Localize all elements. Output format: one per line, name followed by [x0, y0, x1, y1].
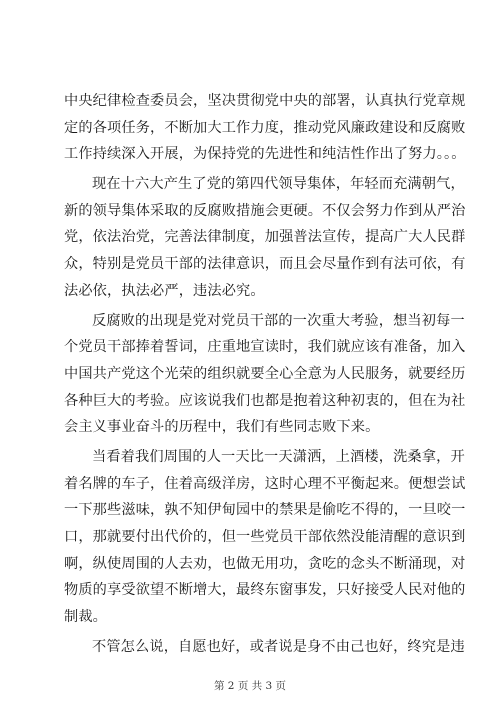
text-line: 啊，纵使周围的人去劝，也做无用功，贪吃的念头不断涌现，对: [64, 555, 466, 572]
text-line: 口，那就要付出代价的，但一些党员干部依然没能清醒的意识到: [64, 529, 466, 545]
text-line: 中国共产党这个光荣的组织就要全心全意为人民服务，就要经历: [64, 365, 466, 382]
paragraph-4: [64, 444, 466, 630]
text-line: 反腐败的出现是党对党员干部的一次重大考验，想当初每一: [92, 312, 465, 329]
text-line: 一下那些滋味，孰不知伊甸园中的禁果是偷吃不得的，一旦咬一: [64, 502, 466, 519]
text-line: 当看着我们周围的人一天比一天潇洒，上酒楼，洗桑拿，开: [92, 449, 465, 466]
text-line: 众，特别是党员干部的法律意识，而且会尽量作到有法可依，有: [64, 256, 466, 273]
text-line: 不管怎么说，自愿也好，或者说是身不由己也好，终究是违: [92, 638, 465, 655]
text-line: 法必依，执法必严，违法必究。: [64, 282, 265, 299]
text-line: 物质的享受欲望不断增大，最终东窗事发，只好接受人民对他的: [64, 582, 466, 599]
text-line: 着名牌的车子，住着高级洋房，这时心理不平衡起来。便想尝试: [64, 475, 466, 492]
paragraph-5: [64, 634, 465, 661]
text-line: 现在十六大产生了党的第四代领导集体，年轻而充满朝气，: [92, 176, 465, 193]
paragraph-3: [64, 308, 466, 441]
text-line: 各种巨大的考验。应该说我们也都是抱着这种初衷的，但在为社: [64, 392, 466, 409]
text-line: 新的领导集体采取的反腐败措施会更硬。不仅会努力作到从严治: [64, 202, 466, 219]
document-body: [64, 88, 466, 664]
text-line: 会主义事业奋斗的历程中，我们有些同志败下来。: [64, 419, 380, 436]
text-line: 定的各项任务，不断加大工作力度，推动党风廉政建设和反腐败: [64, 119, 466, 136]
paragraph-1: [64, 88, 466, 168]
paragraph-2: [64, 171, 466, 304]
text-line: 党，依法治党，完善法律制度，加强普法宣传，提高广大人民群: [64, 229, 466, 246]
text-line: 制裁。: [64, 608, 108, 625]
text-line: 中央纪律检查委员会，坚决贯彻党中央的部署，认真执行党章规: [64, 93, 466, 109]
text-line: 个党员干部捧着誓词，庄重地宣读时，我们就应该有准备，加入: [64, 339, 466, 356]
page-footer: 第 2 页 共 3 页: [213, 680, 287, 692]
text-line: 工作持续深入开展，为保持党的先进性和纯洁性作出了努力。。。: [64, 146, 466, 163]
